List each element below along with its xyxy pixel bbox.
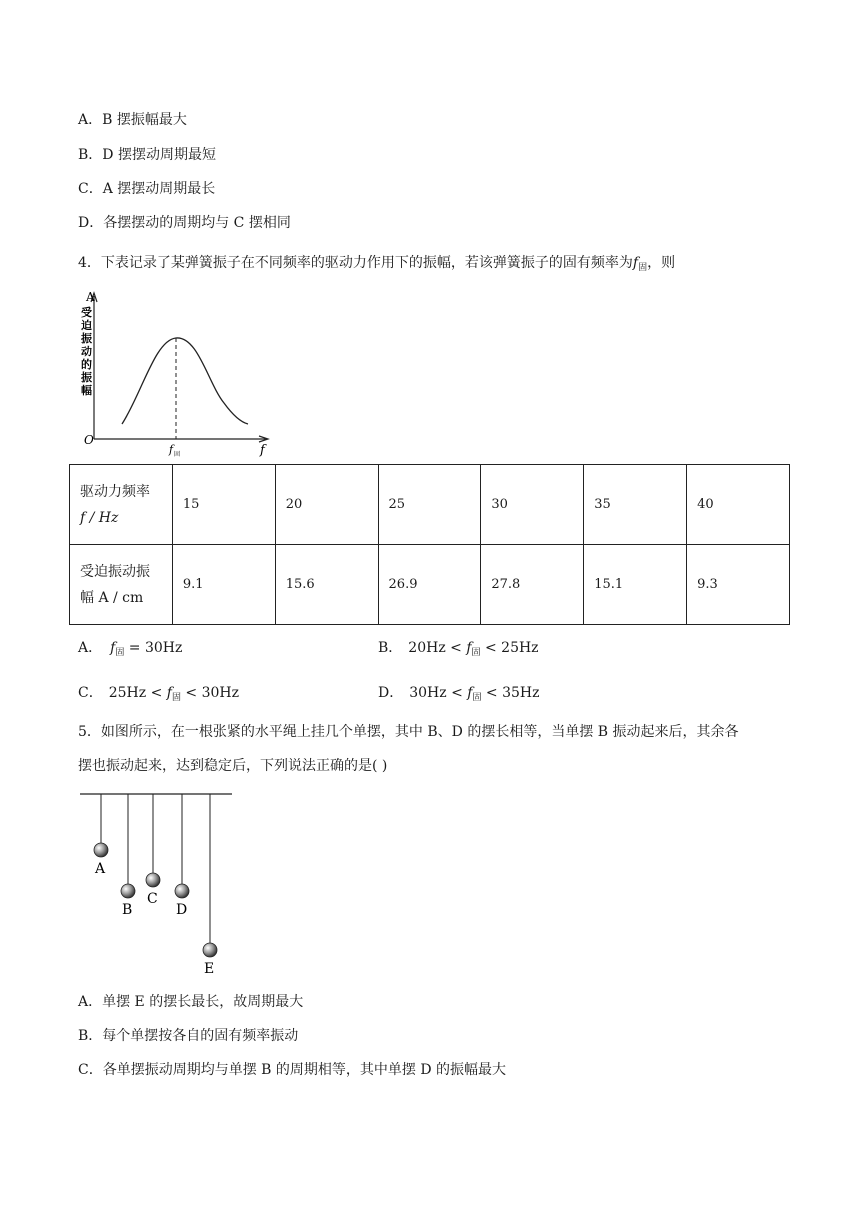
- table-row: [70, 465, 790, 545]
- pendulum-bob-a: [94, 843, 108, 857]
- origin-label: O: [84, 433, 94, 447]
- pendulum-label-e: E: [204, 961, 215, 977]
- q5-option-c: C．各单摆振动周期均与单摆 B 的周期相等，其中单摆 D 的振幅最大: [78, 1062, 507, 1078]
- y-label-char: 受: [81, 306, 92, 319]
- q4-option-d: D． $30Hz < f_固 < 35Hz$: [378, 685, 540, 703]
- peak-label: f: [169, 443, 174, 456]
- pendulum-diagram: [80, 788, 240, 978]
- table-header-cell: 受迫振动振 幅 A / cm: [70, 545, 173, 625]
- peak-label-sub: 固: [174, 451, 181, 458]
- q4-option-a: A． $f_固 = 30Hz$: [78, 640, 183, 658]
- table-cell: 40: [687, 465, 790, 545]
- pendulum-label-d: D: [176, 902, 188, 918]
- y-label-char: 动: [81, 345, 92, 358]
- q3-option-c: C．A 摆摆动周期最长: [78, 181, 216, 197]
- table-row: [70, 545, 790, 625]
- pendulum-label-b: B: [122, 902, 133, 918]
- q4-option-b: B． $20Hz < f_固 < 25Hz$: [378, 640, 539, 658]
- resonance-curve-graph: [80, 288, 280, 460]
- table-cell: 15.1: [584, 545, 687, 625]
- table-cell: 9.3: [687, 545, 790, 625]
- table-cell: 26.9: [378, 545, 481, 625]
- y-label-char: 振: [81, 332, 92, 345]
- q4-data-table: [69, 464, 790, 625]
- q3-option-a: A．B 摆振幅最大: [78, 112, 187, 128]
- q4-option-c: C． $25Hz < f_固 < 30Hz$: [78, 685, 239, 703]
- q4-stem-var: f: [632, 255, 639, 271]
- table-header-cell: 驱动力频率 f / Hz: [70, 465, 173, 545]
- q3-option-b: B．D 摆摆动周期最短: [78, 147, 216, 163]
- q5-stem-line2: 摆也振动起来，达到稳定后，下列说法正确的是( ): [78, 758, 388, 774]
- pendulum-bob-d: [175, 884, 189, 898]
- table-cell: 35: [584, 465, 687, 545]
- y-label-char: 迫: [81, 319, 92, 332]
- table-cell: 15.6: [275, 545, 378, 625]
- pendulum-bob-c: [146, 873, 160, 887]
- y-label-char: 的: [81, 358, 92, 371]
- q5-option-a: A．单摆 E 的摆长最长，故周期最大: [78, 994, 304, 1010]
- x-axis-label: f: [260, 443, 265, 458]
- table-cell: 30: [481, 465, 584, 545]
- q4-stem-sub: 固: [638, 263, 648, 273]
- y-axis-letter: A: [86, 290, 95, 304]
- resonance-curve: [122, 338, 248, 424]
- q5-stem-line1: 5．如图所示，在一根张紧的水平绳上挂几个单摆，其中 B、D 的摆长相等，当单摆 B 振动起来后，其余各: [78, 724, 739, 740]
- table-cell: 15: [172, 465, 275, 545]
- pendulum-bob-b: [121, 884, 135, 898]
- table-cell: 27.8: [481, 545, 584, 625]
- table-cell: 20: [275, 465, 378, 545]
- q4-stem-end: ，则: [647, 255, 676, 271]
- q5-option-b: B．每个单摆按各自的固有频率振动: [78, 1028, 299, 1044]
- y-label-char: 振: [81, 371, 92, 384]
- pendulum-label-c: C: [147, 891, 158, 907]
- y-label-char: 幅: [81, 384, 92, 397]
- pendulum-bob-e: [203, 943, 217, 957]
- pendulum-label-a: A: [95, 861, 106, 877]
- q3-option-d: D．各摆摆动的周期均与 C 摆相同: [78, 215, 291, 231]
- q4-stem-text: 4．下表记录了某弹簧振子在不同频率的驱动力作用下的振幅，若该弹簧振子的固有频率为: [78, 255, 633, 271]
- table-cell: 25: [378, 465, 481, 545]
- q4-stem: [78, 253, 675, 278]
- table-cell: 9.1: [172, 545, 275, 625]
